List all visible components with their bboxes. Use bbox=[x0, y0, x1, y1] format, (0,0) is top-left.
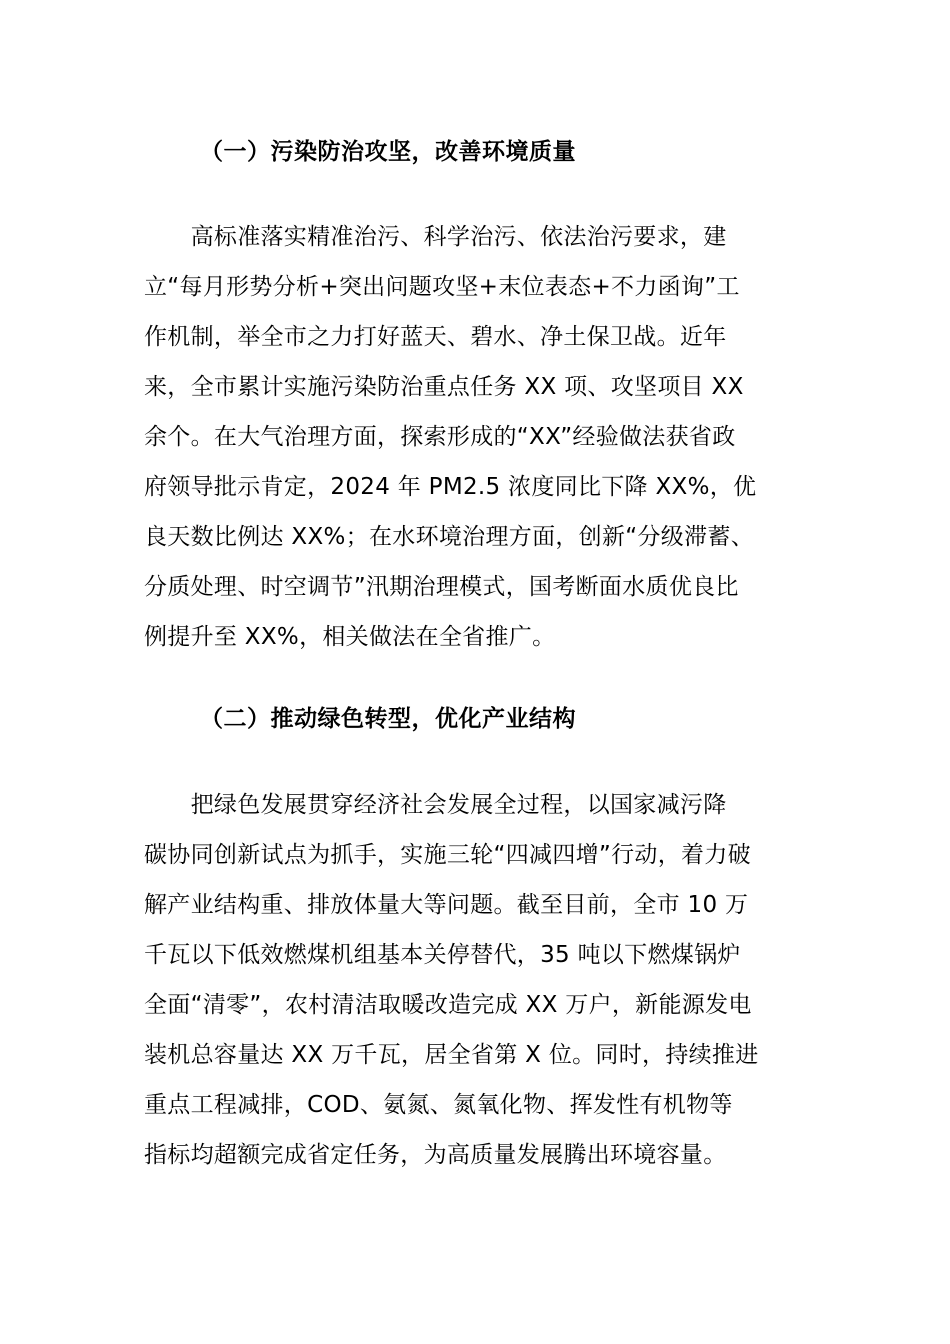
paragraph-line: 装机总容量达 XX 万千瓦，居全省第 X 位。同时，持续推进 bbox=[144, 1042, 759, 1068]
paragraph-line: 作机制，举全市之力打好蓝天、碧水、净土保卫战。近年 bbox=[144, 324, 727, 350]
paragraph-line: 碳协同创新试点为抓手，实施三轮“四减四增”行动，着力破 bbox=[144, 842, 751, 868]
paragraph-line: 把绿色发展贯穿经济社会发展全过程，以国家减污降 bbox=[144, 792, 727, 818]
section-paragraph-1 bbox=[144, 212, 809, 662]
paragraph-line: 重点工程减排，COD、氨氮、氮氧化物、挥发性有机物等 bbox=[144, 1092, 733, 1118]
paragraph-line: 分质处理、时空调节”汛期治理模式，国考断面水质优良比 bbox=[144, 574, 739, 600]
paragraph-line: 解产业结构重、排放体量大等问题。截至目前，全市 10 万 bbox=[144, 892, 749, 918]
section-paragraph-2 bbox=[144, 780, 809, 1180]
paragraph-line: 指标均超额完成省定任务，为高质量发展腾出环境容量。 bbox=[144, 1142, 727, 1168]
paragraph-line: 千瓦以下低效燃煤机组基本关停替代，35 吨以下燃煤锅炉 bbox=[144, 942, 741, 968]
paragraph-line: 余个。在大气治理方面，探索形成的“XX”经验做法获省政 bbox=[144, 424, 736, 450]
paragraph-line: 例提升至 XX%，相关做法在全省推广。 bbox=[144, 624, 556, 650]
paragraph-line: 来，全市累计实施污染防治重点任务 XX 项、攻坚项目 XX bbox=[144, 374, 744, 400]
paragraph-line: 立“每月形势分析+突出问题攻坚+末位表态+不力函询”工 bbox=[144, 274, 740, 300]
paragraph-line: 府领导批示肯定，2024 年 PM2.5 浓度同比下降 XX%，优 bbox=[144, 474, 757, 500]
paragraph-line: 高标准落实精准治污、科学治污、依法治污要求，建 bbox=[144, 224, 727, 250]
section-heading-1: （一）污染防治攻坚，改善环境质量 bbox=[200, 139, 576, 165]
section-heading-2: （二）推动绿色转型，优化产业结构 bbox=[200, 706, 576, 732]
paragraph-line: 全面“清零”，农村清洁取暖改造完成 XX 万户，新能源发电 bbox=[144, 992, 752, 1018]
paragraph-line: 良天数比例达 XX%；在水环境治理方面，创新“分级滞蓄、 bbox=[144, 524, 754, 550]
